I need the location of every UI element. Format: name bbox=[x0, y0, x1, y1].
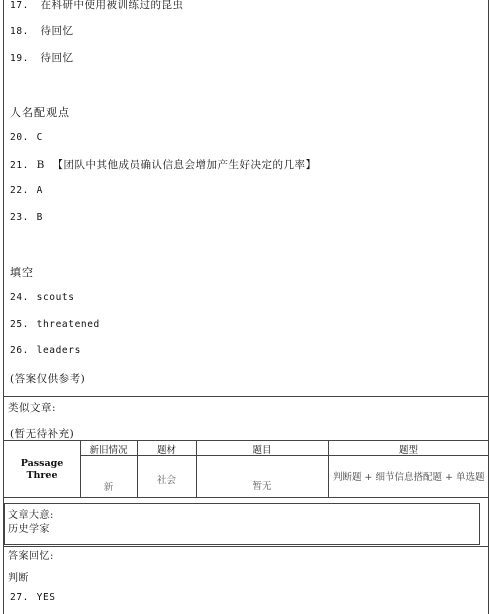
summary-box bbox=[4, 503, 480, 545]
value-title: 暂无 bbox=[252, 481, 272, 492]
value-new-old: 新 bbox=[103, 482, 114, 493]
header-topic: 题材 bbox=[156, 445, 176, 456]
answer-line-18: 18. 待回忆 bbox=[10, 25, 74, 37]
summary-text: 历史学家 bbox=[8, 524, 50, 535]
divider bbox=[3, 396, 489, 397]
section-title-name-matching: 人名配观点 bbox=[10, 106, 70, 119]
answer-line-24: 24. scouts bbox=[10, 292, 75, 303]
answer-line-21: 21. B 【团队中其他成员确认信息会增加产生好决定的几率】 bbox=[10, 159, 317, 171]
answer-note: (答案仅供参考) bbox=[10, 373, 86, 385]
recall-section-title: 判断 bbox=[8, 573, 29, 584]
table-top-border bbox=[3, 440, 489, 441]
similar-articles-label: 类似文章: bbox=[8, 402, 57, 414]
similar-articles-value: (暂无待补充) bbox=[10, 428, 75, 440]
table-bottom-border bbox=[3, 497, 489, 498]
value-topic: 社会 bbox=[156, 475, 176, 486]
answer-line-27: 27. YES bbox=[10, 592, 56, 603]
divider bbox=[3, 546, 489, 547]
summary-label: 文章大意: bbox=[8, 510, 54, 521]
answer-line-25: 25. threatened bbox=[10, 319, 100, 330]
answer-line-19: 19. 待回忆 bbox=[10, 52, 74, 64]
section-title-fill-in: 填空 bbox=[10, 266, 34, 279]
passage-label: Passage Three bbox=[20, 458, 64, 481]
answer-line-26: 26. leaders bbox=[10, 345, 81, 356]
header-new-old: 新旧情况 bbox=[89, 445, 128, 456]
answer-line-23: 23. B bbox=[10, 212, 43, 223]
header-title: 题目 bbox=[252, 445, 272, 456]
header-question-type: 题型 bbox=[398, 445, 418, 456]
recall-label: 答案回忆: bbox=[8, 551, 54, 562]
value-question-type: 判断题 + 细节信息搭配题 + 单选题 bbox=[333, 472, 485, 483]
answer-line-22: 22. A bbox=[10, 185, 43, 196]
answer-line-20: 20. C bbox=[10, 132, 43, 143]
answer-line-17: 17. 在科研中使用被训练过的昆虫 bbox=[10, 0, 184, 11]
